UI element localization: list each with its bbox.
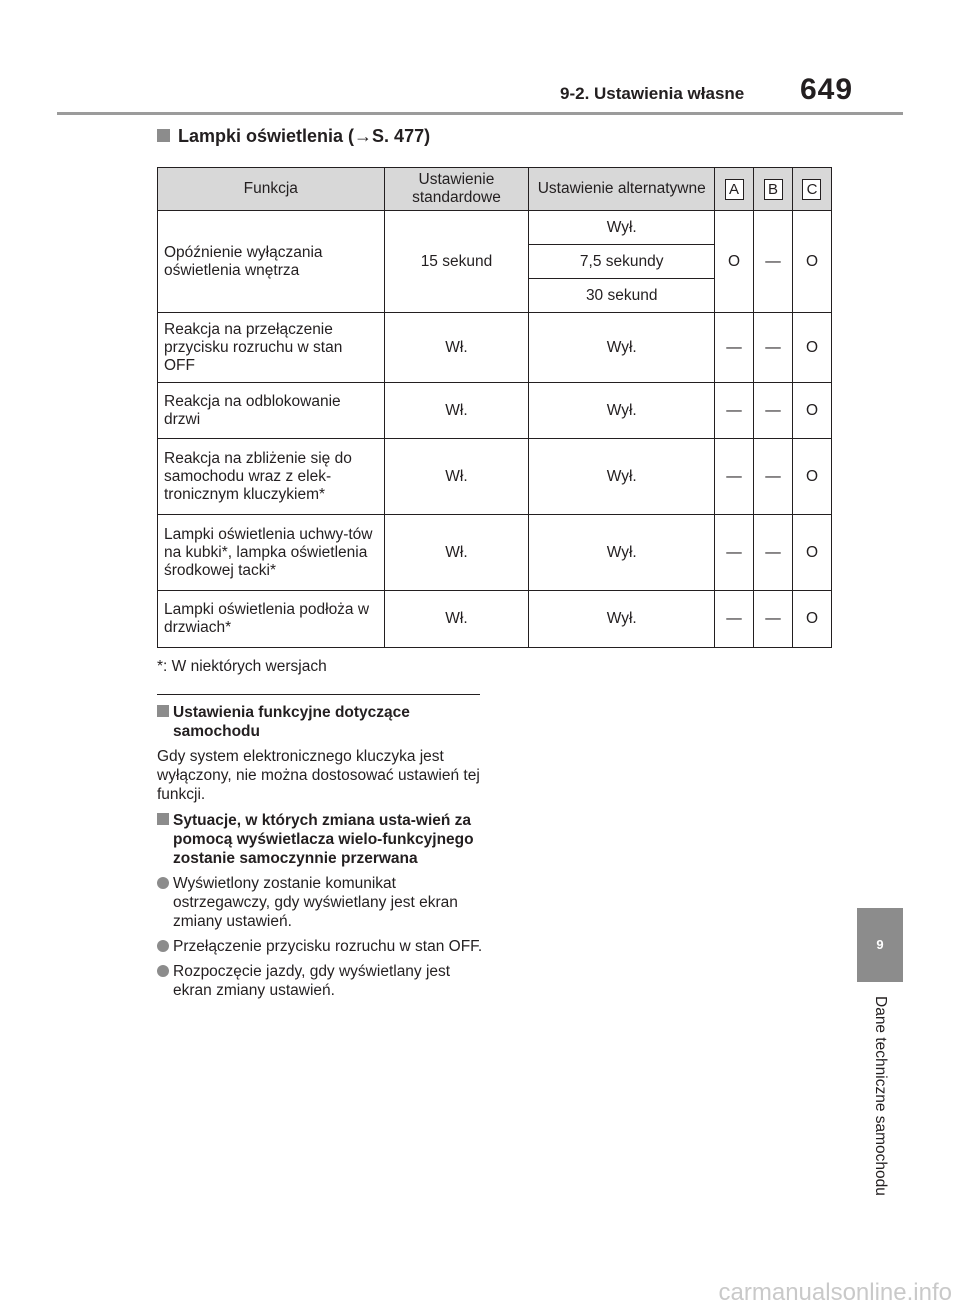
default-cell: Wł.	[384, 383, 529, 439]
b-cell: —	[754, 211, 793, 313]
section-header: 9-2. Ustawienia własne	[560, 84, 745, 103]
alt-cell: 30 sekund	[529, 279, 715, 313]
function-cell: Opóźnienie wyłączania oświetlenia wnętrza	[158, 211, 385, 313]
b-cell: —	[754, 591, 793, 648]
table-row	[158, 383, 832, 439]
header-alternative: Ustawienie alternatywne	[529, 168, 715, 211]
table-header-row	[158, 168, 832, 211]
table-row	[158, 591, 832, 648]
b-cell: —	[754, 515, 793, 591]
c-cell: O	[792, 211, 831, 313]
function-cell: Reakcja na odblokowanie drzwi	[158, 383, 385, 439]
default-cell: Wł.	[384, 515, 529, 591]
bullet-item	[157, 937, 487, 956]
header-rule	[57, 112, 903, 115]
a-cell: —	[715, 439, 754, 515]
alt-cell: Wył.	[529, 439, 715, 515]
c-cell: O	[792, 515, 831, 591]
c-cell: O	[792, 591, 831, 648]
b-cell: —	[754, 383, 793, 439]
default-cell: 15 sekund	[384, 211, 529, 313]
chapter-side-text: Dane techniczne samochodu	[872, 996, 889, 1196]
a-cell: —	[715, 313, 754, 383]
table-row	[158, 439, 832, 515]
header-b	[754, 168, 793, 211]
bullet-item	[157, 874, 487, 931]
c-cell: O	[792, 383, 831, 439]
c-cell: O	[792, 313, 831, 383]
section-title	[157, 126, 430, 147]
watermark: carmanualsonline.info	[718, 1279, 952, 1306]
default-cell: Wł.	[384, 313, 529, 383]
function-cell: Lampki oświetlenia podłoża w drzwiach*	[158, 591, 385, 648]
page-number: 649	[800, 73, 854, 106]
bullet-item	[157, 962, 487, 1000]
square-bullet-icon	[157, 813, 169, 825]
alt-cell: 7,5 sekundy	[529, 245, 715, 279]
b-cell: —	[754, 313, 793, 383]
header-function: Funkcja	[158, 168, 385, 211]
function-cell: Lampki oświetlenia uchwy-tów na kubki*, lampka oświetlenia środkowej tacki*	[158, 515, 385, 591]
a-cell: —	[715, 591, 754, 648]
bullet-text: Przełączenie przycisku rozruchu w stan OFF.	[173, 938, 483, 955]
a-cell: —	[715, 515, 754, 591]
letter-b-icon: B	[764, 179, 783, 200]
b-cell: —	[754, 439, 793, 515]
function-cell: Reakcja na przełączenie przycisku rozruchu w stan OFF	[158, 313, 385, 383]
note-heading-text: Sytuacje, w których zmiana usta-wień za pomocą wyświetlacza wielo-funkcyjnego zostanie samoczynnie przerwana	[173, 812, 474, 867]
notes-column	[157, 703, 487, 1006]
note-heading-text: Ustawienia funkcyjne dotyczące samochodu	[173, 704, 410, 740]
a-cell: O	[715, 211, 754, 313]
chapter-side-label	[867, 996, 893, 1230]
letter-c-icon: C	[802, 179, 821, 200]
square-bullet-icon	[157, 705, 169, 717]
header-default: Ustawienie standardowe	[384, 168, 529, 211]
header-c	[792, 168, 831, 211]
section-title-text: Lampki oświetlenia (→S. 477)	[178, 126, 431, 146]
divider	[157, 694, 480, 695]
footnote: *: W niektórych wersjach	[157, 658, 327, 675]
bullet-text: Rozpoczęcie jazdy, gdy wyświetlany jest ekran zmiany ustawień.	[173, 963, 451, 999]
chapter-tab: 9	[857, 908, 903, 982]
note-heading	[157, 703, 487, 741]
note-heading	[157, 811, 487, 868]
function-cell: Reakcja na zbliżenie się do samochodu wraz z elek-tronicznym kluczykiem*	[158, 439, 385, 515]
table-row	[158, 313, 832, 383]
alt-cell: Wył.	[529, 383, 715, 439]
header-a	[715, 168, 754, 211]
alt-cell: Wył.	[529, 313, 715, 383]
letter-a-icon: A	[725, 179, 744, 200]
bullet-text: Wyświetlony zostanie komunikat ostrzegawczy, gdy wyświetlany jest ekran zmiany ustawień.	[173, 875, 458, 930]
settings-table	[157, 167, 832, 648]
bullet-dot-icon	[157, 877, 169, 889]
alt-cell: Wył.	[529, 211, 715, 245]
note-paragraph: Gdy system elektronicznego kluczyka jest wyłączony, nie można dostosować ustawień tej funkcji.	[157, 748, 480, 803]
table-row	[158, 211, 832, 245]
c-cell: O	[792, 439, 831, 515]
default-cell: Wł.	[384, 439, 529, 515]
alt-cell: Wył.	[529, 515, 715, 591]
bullet-dot-icon	[157, 965, 169, 977]
default-cell: Wł.	[384, 591, 529, 648]
a-cell: —	[715, 383, 754, 439]
bullet-dot-icon	[157, 940, 169, 952]
alt-cell: Wył.	[529, 591, 715, 648]
square-bullet-icon	[157, 129, 170, 142]
table-row	[158, 515, 832, 591]
